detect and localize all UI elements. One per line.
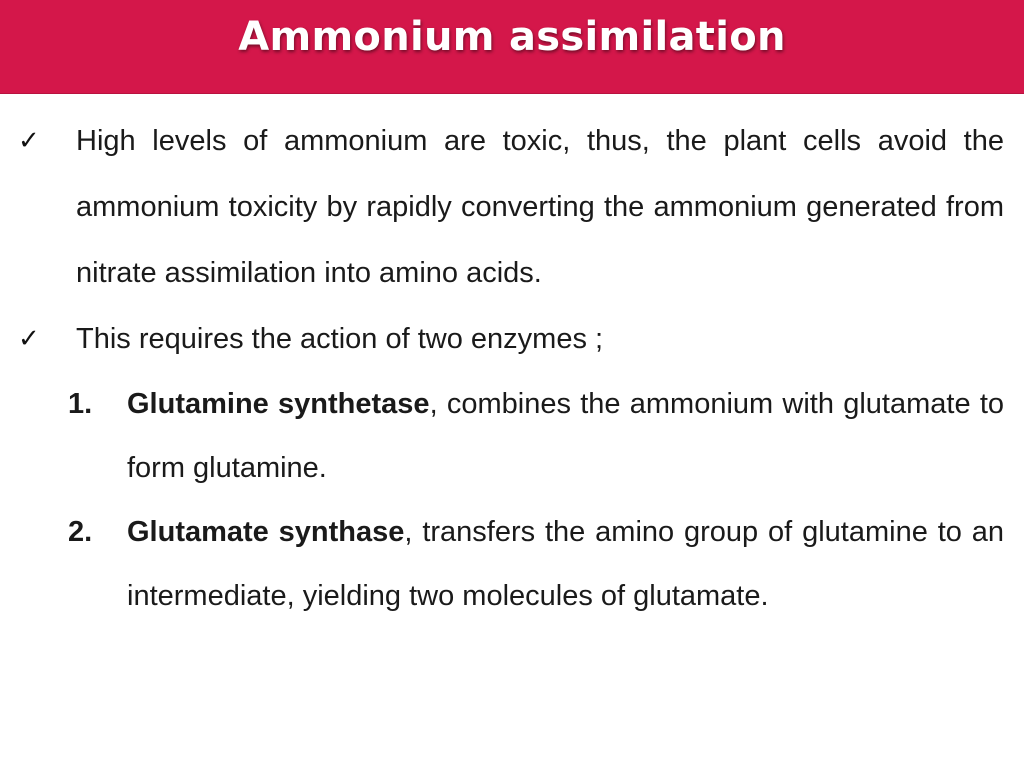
enzyme-name: Glutamine synthetase	[127, 388, 430, 420]
bullet-text: High levels of ammonium are toxic, thus, the plant cells avoid the ammonium toxicity by rapidly converting the ammonium generated from nitrate assimilation into amino acids.	[76, 125, 1004, 289]
bullet-item	[0, 108, 1024, 306]
checkmark-icon: ✓	[18, 324, 40, 354]
checkmark-icon: ✓	[18, 126, 40, 156]
bullet-text: This requires the action of two enzymes ;	[76, 323, 604, 355]
enzyme-description: , combines the ammonium with glutamate to form glutamine.	[127, 388, 1005, 484]
list-number: 1.	[68, 388, 93, 420]
title-bar	[0, 0, 1024, 94]
slide-content	[0, 108, 1024, 628]
enzyme-item	[0, 500, 1024, 628]
enzyme-item	[0, 372, 1024, 500]
bullet-item	[0, 306, 1024, 372]
enzyme-name: Glutamate synthase	[127, 516, 405, 548]
slide-title: Ammonium assimilation	[238, 14, 786, 60]
list-number: 2.	[68, 516, 93, 548]
enzyme-description: , transfers the amino group of glutamine to an intermediate, yielding two molecules of glutamate.	[127, 516, 1004, 612]
